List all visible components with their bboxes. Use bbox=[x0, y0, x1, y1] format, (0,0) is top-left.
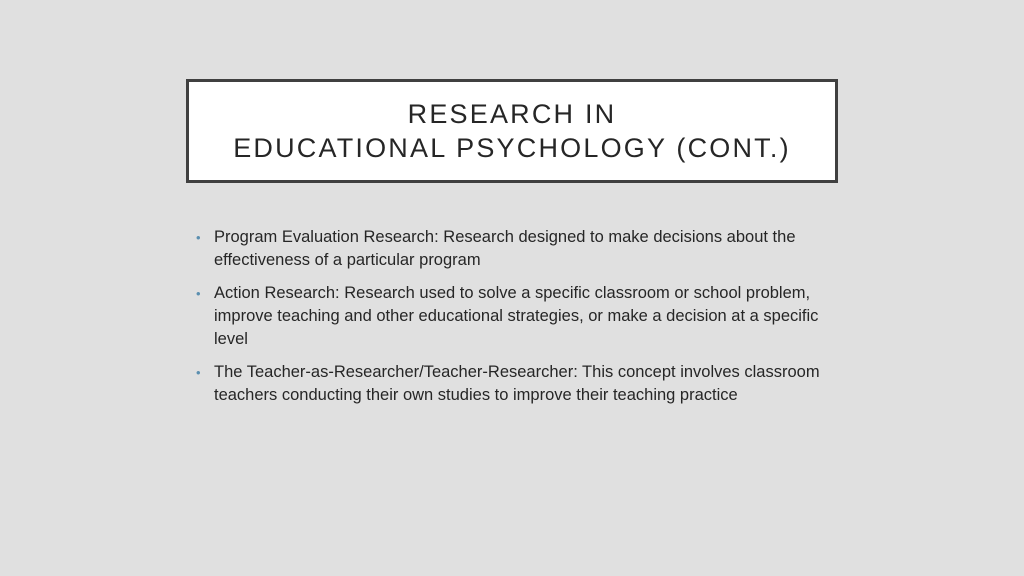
bullet-text: Program Evaluation Research: Research designed to make decisions about the effectiveness of a particular program bbox=[214, 228, 796, 269]
bullet-dot-icon: • bbox=[196, 230, 201, 245]
bullet-text: The Teacher-as-Researcher/Teacher-Researcher: This concept involves classroom teachers conducting their own studies to improve their teaching practice bbox=[214, 363, 820, 404]
bullet-item-program-evaluation bbox=[196, 226, 846, 272]
bullet-item-teacher-researcher bbox=[196, 361, 846, 407]
bullet-dot-icon: • bbox=[196, 365, 201, 380]
title-box bbox=[186, 79, 838, 183]
bullet-item-action-research bbox=[196, 282, 846, 351]
slide-title-line-1: RESEARCH IN bbox=[407, 99, 617, 129]
bullet-list bbox=[196, 226, 846, 417]
bullet-text: Action Research: Research used to solve a specific classroom or school problem, improve teaching and other educational strategies, or make a decision at a specific level bbox=[214, 284, 819, 348]
slide-title-line-2: EDUCATIONAL PSYCHOLOGY (CONT.) bbox=[233, 133, 791, 163]
bullet-dot-icon: • bbox=[196, 286, 201, 301]
